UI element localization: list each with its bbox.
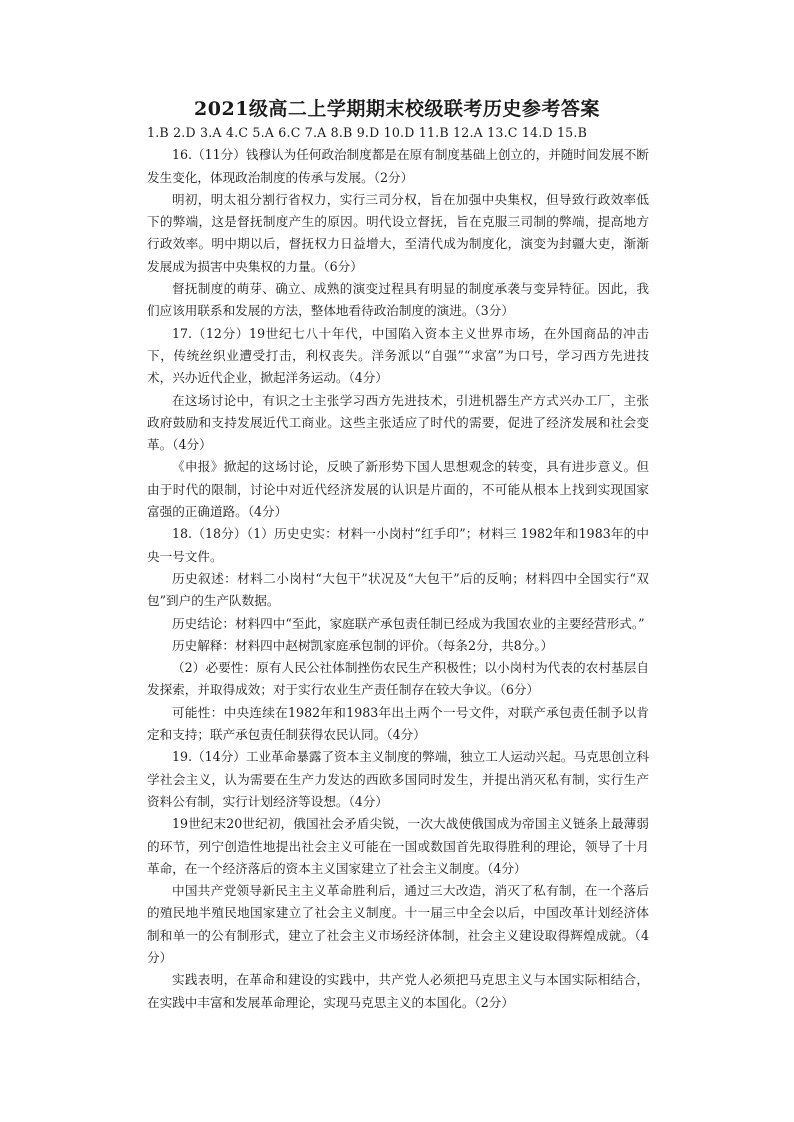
q17-evaluation: 《申报》掀起的这场讨论，反映了新形势下国人思想观念的转变，具有进步意义。但由于时代的限制，讨论中对近代经济发展的认识是片面的，不可能从根本上找到实现国家富强的正确道路。（4分） — [147, 459, 649, 520]
q19-marx: 19.（14分）工业革命暴露了资本主义制度的弊端，独立工人运动兴起。马克思创立科学社会主义，认为需要在生产力发达的西欧多国同时发生，并提出消灭私有制，实行生产资料公有制，实行计划经济等设想。（4分） — [147, 749, 649, 809]
q16-intro: 16.（11分）钱穆认为任何政治制度都是在原有制度基础上创立的，并随时间发展不断发生变化，体现政治制度的传承与发展。（2分） — [147, 147, 649, 185]
q19-lenin: 19世纪末20世纪初，俄国社会矛盾尖锐，一次大战使俄国成为帝国主义链条上最薄弱的环节，列宁创造性地提出社会主义可能在一国或数国首先取得胜利的理论，领导了十月革命，在一个经济落后的资本主义国家建立了社会主义制度。（4分） — [147, 816, 649, 876]
q18-historical-narrative: 历史叙述：材料二小岗村“大包干”状况及“大包干”后的反响；材料四中全国实行“双包”到户的生产队数据。 — [147, 570, 649, 609]
q18-historical-facts: 18.（18分）（1）历史史实：材料一小岗村“红手印”；材料三 1982年和1983年的中央一号文件。 — [147, 526, 649, 564]
q19-conclusion: 实践表明，在革命和建设的实践中，共产党人必须把马克思主义与本国实际相结合，在实践中丰富和发展革命理论，实现马克思主义的本国化。（2分） — [147, 972, 649, 1010]
q16-conclusion: 督抚制度的萌芽、确立、成熟的演变过程具有明显的制度承袭与变异特征。因此，我们应该用联系和发展的方法，整体地看待政治制度的演进。（3分） — [147, 281, 649, 319]
q18-necessity: （2）必要性：原有人民公社体制挫伤农民生产积极性；以小岗村为代表的农村基层自发探索，并取得成效；对于实行农业生产责任制存在较大争议。（6分） — [147, 660, 649, 698]
q17-discussion: 在这场讨论中，有识之士主张学习西方先进技术，引进机器生产方式兴办工厂，主张政府鼓励和支持发展近代工商业。这些主张适应了时代的需要，促进了经济发展和社会变革。（4分） — [147, 392, 649, 453]
page-title: 2021级高二上学期期末校级联考历史参考答案 — [194, 98, 600, 120]
q17-background: 17.（12分）19世纪七八十年代，中国陷入资本主义世界市场，在外国商品的冲击下，传统丝织业遭受打击，利权丧失。洋务派以“自强”“求富”为口号，学习西方先进技术，兴办近代企业，掀起洋务运动。（4分） — [147, 325, 649, 386]
multiple-choice-answers: 1.B 2.D 3.A 4.C 5.A 6.C 7.A 8.B 9.D 10.D 11.B 12.A 13.C 14.D 15.B — [147, 125, 588, 140]
q18-possibility: 可能性：中央连续在1982年和1983年出土两个一号文件，对联产承包责任制予以肯定和支持；联产承包责任制获得农民认同。（4分） — [147, 704, 649, 743]
q19-china: 中国共产党领导新民主主义革命胜利后，通过三大改造，消灭了私有制，在一个落后的殖民地半殖民地国家建立了社会主义制度。十一届三中全会以后，中国改革计划经济体制和单一的公有制形式，建立了社会主义市场经济体制，社会主义建设取得辉煌成就。（4分） — [147, 883, 649, 965]
q18-historical-interpretation: 历史解释：材料四中赵树凯家庭承包制的评价。（每条2分，共8分。） — [172, 637, 554, 653]
q16-analysis: 明初，明太祖分割行省权力，实行三司分权，旨在加强中央集权，但导致行政效率低下的弊端，这是督抚制度产生的原因。明代设立督抚，旨在克服三司制的弊端，提高地方行政效率。明中期以后，督抚权力日益增大，至清代成为制度化，演变为封疆大吏，渐渐发展成为损害中央集权的力量。（6分） — [147, 191, 649, 274]
answer-content — [147, 122, 649, 1014]
q18-historical-conclusion: 历史结论：材料四中“至此，家庭联产承包责任制已经成为我国农业的主要经营形式。” — [172, 615, 645, 631]
